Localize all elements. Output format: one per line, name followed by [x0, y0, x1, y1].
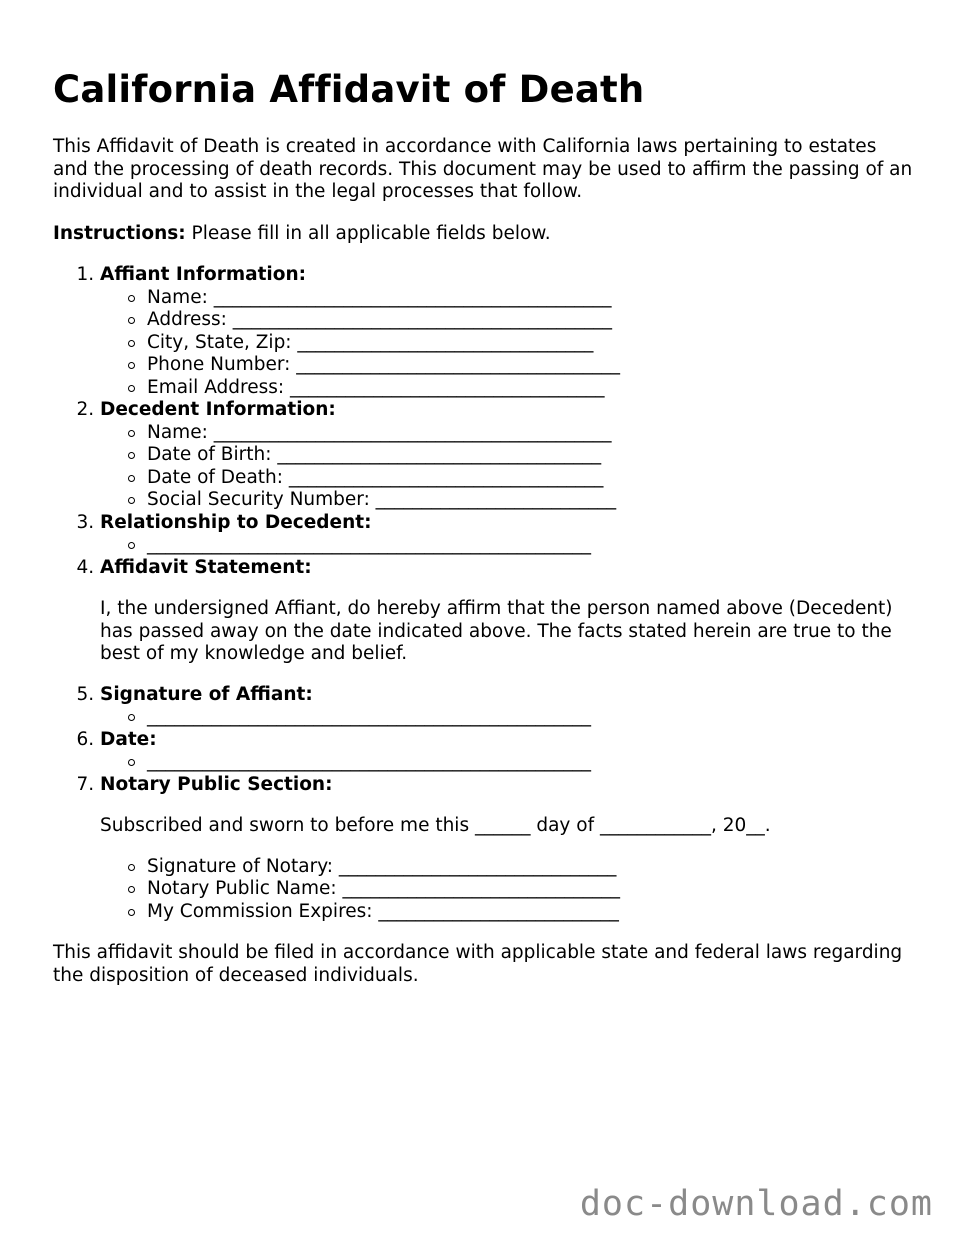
decedent-fields — [100, 422, 913, 512]
signature-fields — [100, 706, 913, 729]
section-affiant — [100, 264, 913, 399]
form-sections — [53, 264, 913, 923]
commission-expires-field[interactable]: My Commission Expires: __________________________ — [147, 901, 913, 924]
section-title: Signature of Affiant: — [100, 683, 313, 705]
notary-sworn-statement[interactable]: Subscribed and sworn to before me this ______ day of ____________, 20__. — [100, 815, 771, 836]
notary-fields — [100, 856, 913, 924]
affiant-address-field[interactable]: Address: _________________________________________ — [147, 309, 913, 332]
section-relationship — [100, 512, 913, 557]
decedent-birth-date-field[interactable]: Date of Birth: ___________________________________ — [147, 444, 913, 467]
relationship-field[interactable]: ________________________________________________ — [147, 534, 913, 557]
section-title: Notary Public Section: — [100, 773, 333, 795]
affiant-fields — [100, 287, 913, 400]
affiant-signature-field[interactable]: ________________________________________________ — [147, 706, 913, 729]
section-title: Decedent Information: — [100, 399, 336, 420]
section-statement — [100, 557, 913, 666]
affidavit-statement-text: I, the undersigned Affiant, do hereby affirm that the person named above (Decedent) has passed away on the date indicated above. The facts stated herein are true to the best of my knowledge and belief. — [100, 598, 893, 664]
section-title: Affidavit Statement: — [100, 556, 312, 578]
section-decedent — [100, 399, 913, 512]
section-signature — [100, 684, 913, 729]
decedent-death-date-field[interactable]: Date of Death: __________________________________ — [147, 467, 913, 490]
instructions — [53, 223, 913, 246]
decedent-ssn-field[interactable]: Social Security Number: __________________________ — [147, 489, 913, 512]
affiant-email-field[interactable]: Email Address: __________________________________ — [147, 377, 913, 400]
section-title: Relationship to Decedent: — [100, 511, 372, 533]
instructions-label: Instructions: — [53, 222, 186, 244]
notary-signature-field[interactable]: Signature of Notary: ______________________________ — [147, 856, 913, 879]
notary-name-field[interactable]: Notary Public Name: ______________________________ — [147, 878, 913, 901]
intro-paragraph: This Affidavit of Death is created in accordance with California laws pertaining to estates and the processing of death records. This document may be used to affirm the passing of an individual and to assist in the legal processes that follow. — [53, 136, 913, 202]
affiant-city-state-zip-field[interactable]: City, State, Zip: ________________________________ — [147, 332, 913, 355]
section-title: Date: — [100, 728, 157, 750]
page-title: California Affidavit of Death — [53, 68, 645, 111]
section-date — [100, 729, 913, 774]
relationship-fields — [100, 534, 913, 557]
decedent-name-field[interactable]: Name: ___________________________________________ — [147, 422, 913, 445]
document-page — [53, 64, 913, 987]
instructions-text: Please fill in all applicable fields below. — [185, 222, 551, 244]
closing-paragraph: This affidavit should be filed in accordance with applicable state and federal laws regarding the disposition of deceased individuals. — [53, 942, 903, 986]
affiant-name-field[interactable]: Name: ___________________________________________ — [147, 287, 913, 310]
section-title: Affiant Information: — [100, 264, 307, 285]
date-fields — [100, 751, 913, 774]
date-field[interactable]: ________________________________________________ — [147, 751, 913, 774]
watermark: doc-download.com — [579, 1184, 933, 1224]
section-notary — [100, 774, 913, 924]
affiant-phone-field[interactable]: Phone Number: ___________________________________ — [147, 354, 913, 377]
